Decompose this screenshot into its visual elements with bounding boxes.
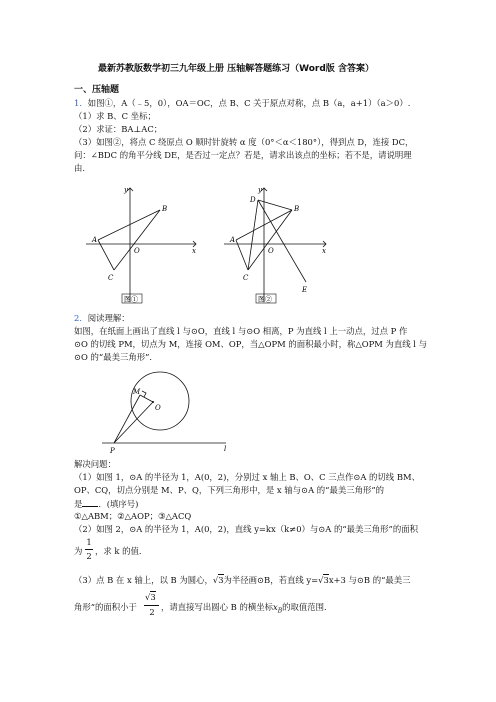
section-heading: 一、压轴题: [74, 85, 120, 95]
label-x: x: [322, 247, 326, 255]
fraction-half-bar: [85, 549, 93, 550]
q1-part2: （2）求证：BA⊥AC；: [74, 124, 163, 134]
fraction-half-numerator: 1: [86, 537, 92, 547]
label-E: E: [302, 286, 308, 294]
tangent-PM: [114, 395, 140, 443]
label-C: C: [108, 274, 114, 282]
q1-stem-text: 如图①，A（﹣5，0），OA＝OC，点 B、C 关于原点对称，点 B（a，a+1）（a＞0）.: [87, 98, 411, 108]
label-x: x: [192, 247, 196, 255]
sqrt-icon: √: [318, 575, 324, 585]
q2-s1-line1: （1）如图 1，⊙A 的半径为 1，A(0，2)，分别过 x 轴上 B、O、C 三点作⊙A 的切线 BM、: [74, 472, 420, 482]
q2-s2-line1: （2）如图 2，⊙A 的半径为 1，A(0，2)，直线 y=kx（k≠0）与⊙A 的“最美三角形”的面积: [74, 524, 418, 534]
q2-s3-line1: [74, 575, 411, 586]
label-y: y: [258, 186, 262, 194]
sqrt-radicand-3: 3: [150, 592, 156, 602]
q1-part3-line2: 问：∠BDC 的角平分线 DE，是否过一定点？若是，请求出该点的坐标；若不是，请说明理: [74, 150, 412, 160]
document-title: 最新苏教版数学初三九年级上册 压轴解答题练习（Word版 含答案）: [98, 64, 374, 74]
q2-heading: [74, 313, 130, 324]
label-A: A: [92, 236, 98, 244]
answer-blank[interactable]: [82, 498, 98, 507]
segment-DC: [248, 200, 258, 270]
label-D: D: [250, 196, 256, 204]
q2-s3-line2-a: 角形”的面积小于: [74, 602, 137, 612]
q2-line3: ⊙O 的“最美三角形”．: [74, 352, 158, 362]
fraction-sqrt3-numerator: [145, 592, 156, 603]
figure-2: [222, 184, 332, 306]
label-P: P: [110, 447, 115, 455]
q1-stem: [74, 98, 410, 109]
q2-s2-line2-a: 为: [74, 546, 83, 556]
q2-s2-line2-b: ，求 k 的值.: [95, 546, 142, 556]
q2-heading-text: 阅读理解：: [87, 313, 130, 323]
q2-s3-line2-b: [161, 602, 327, 617]
q1-part3-line1: （3）如图②，将点 C 绕原点 O 顺时针旋转 α 度（0°＜α＜180°），得到点 D，连接 DC，: [74, 137, 414, 147]
q2-s1-line3-a: 是: [74, 499, 83, 509]
circle-O: [131, 372, 189, 430]
q2-solve-heading: 解决问题：: [74, 459, 116, 469]
q2-number: 2．: [74, 313, 88, 323]
q2-s3-line1-c: x+3 与⊙B 的“最美三: [328, 575, 411, 585]
center-dot: [152, 401, 154, 403]
sqrt-icon: √: [145, 592, 151, 602]
q2-s3-line1-a: （3）点 B 在 x 轴上，以 B 为圆心，: [74, 575, 213, 585]
segment-BC: [114, 210, 160, 270]
segment-AB: [98, 210, 160, 240]
q2-line1: 如图，在纸面上画出了直线 l 与⊙O，直线 l 与⊙O 相离，P 为直线 l 上一动点，过点 P 作: [74, 326, 408, 336]
segment-BC: [248, 210, 292, 270]
label-y: y: [124, 186, 128, 194]
q1-number: 1．: [74, 98, 88, 108]
fraction-sqrt3-denominator: 2: [149, 607, 155, 617]
label-M: M: [133, 388, 141, 396]
label-O: O: [155, 404, 161, 412]
q2-s1-line2: OP、CQ，切点分别是 M、P、Q，下列三角形中，是 x 轴与⊙A 的“最美三角形”的: [74, 485, 384, 495]
figure-circle-tangent: [100, 367, 240, 457]
segment-AC: [236, 240, 248, 270]
q2-s3-line2-c: 的取值范围.: [282, 602, 327, 612]
q2-line2: ⊙O 的切线 PM，切点为 M，连接 OM、OP，当△OPM 的面积最小时，称△OPM 为直线 l 与: [74, 339, 427, 349]
q2-s3-line2-b-text: ，请直接写出圆心 B 的横坐标: [161, 602, 273, 612]
sqrt-radicand-2: 3: [323, 575, 329, 585]
segment-AC: [98, 240, 114, 270]
fraction-sqrt3-bar: [144, 605, 159, 606]
figure-1: [84, 184, 202, 306]
segment-MO: [140, 395, 153, 402]
label-B: B: [294, 205, 300, 213]
q2-s3-line1-b: 为半径画⊙B，若直线 y=: [223, 575, 319, 585]
q2-s1-line3: [74, 498, 138, 510]
figure-2-caption: 图②: [258, 295, 272, 304]
label-A: A: [230, 236, 236, 244]
q1-part1: （1）求 B、C 坐标；: [74, 111, 156, 121]
label-O: O: [268, 247, 274, 255]
sqrt-radicand-1: 3: [218, 575, 224, 585]
figure-1-caption: 图①: [124, 295, 138, 304]
label-l: l: [224, 445, 227, 453]
q2-s1-options: ①△ABM；②△AOP；③△ACQ: [74, 511, 192, 521]
q1-part3-line3: 由.: [74, 163, 86, 173]
xb-sub: B: [277, 607, 283, 615]
label-O: O: [134, 247, 140, 255]
segment-PO: [114, 402, 153, 443]
fraction-half-denominator: 2: [86, 551, 92, 561]
q2-s1-line3-b: ．(填序号): [98, 499, 139, 509]
sqrt-icon: √: [212, 575, 219, 585]
label-C: C: [243, 274, 249, 282]
label-B: B: [162, 205, 168, 213]
xb-var: x: [272, 602, 278, 612]
